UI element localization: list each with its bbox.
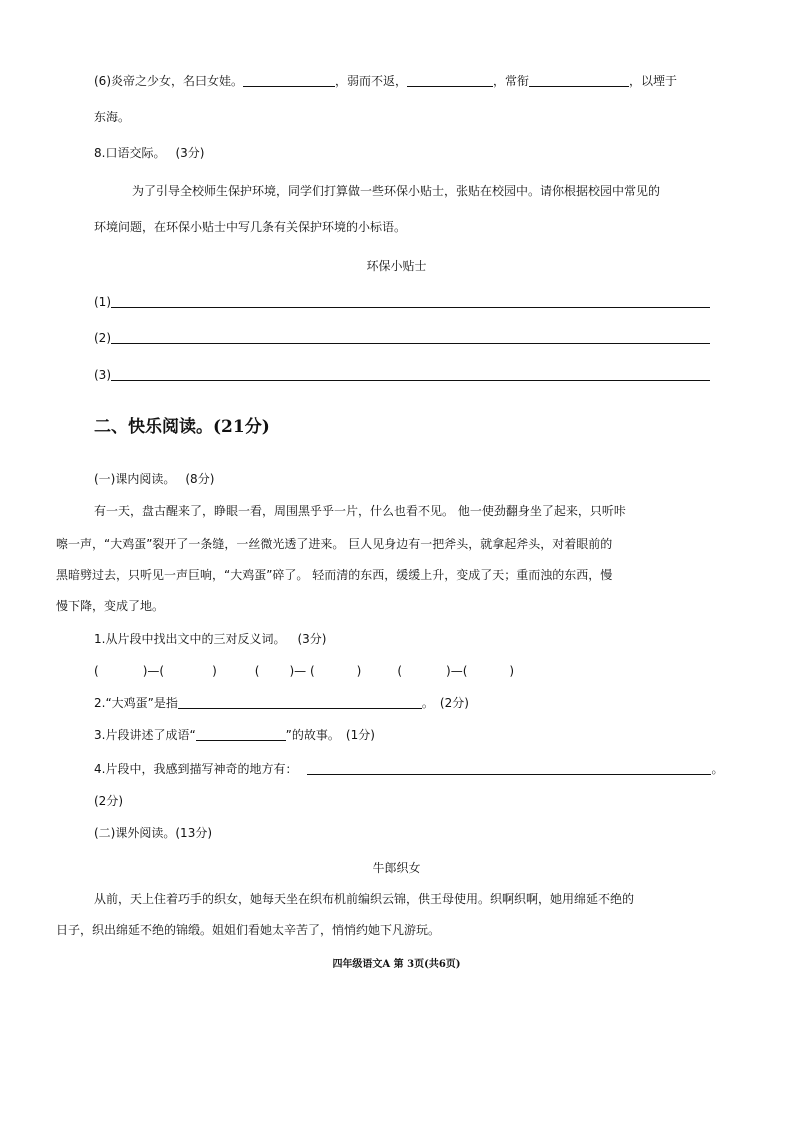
pair-dash: — xyxy=(450,664,463,678)
q8-title xyxy=(94,145,204,161)
passage-line: 有一天，盘古醒来了，睁眼一看，周围黑乎乎一片，什么也看不见。 他一使劲翻身坐了起来，只听咔 xyxy=(94,504,626,518)
tip-line xyxy=(94,330,710,346)
part2-title xyxy=(94,825,212,841)
answer-blank[interactable] xyxy=(196,728,286,741)
part1-title xyxy=(94,471,214,487)
question-text: 2.“大鸡蛋”是指 xyxy=(94,696,178,710)
q8-paragraph: 为了引导全校师生保护环境，同学们打算做一些环保小贴士，张贴在校园中。请你根据校园中常见的 xyxy=(132,184,661,198)
q8-title-text: 8.口语交际。 xyxy=(94,146,166,160)
question-4 xyxy=(94,761,723,777)
paren-open: ( xyxy=(397,664,403,678)
paren-close: ) xyxy=(509,664,515,678)
question-score: (2分) xyxy=(439,696,469,710)
passage-line: 嚓一声，“大鸡蛋”裂开了一条缝，一丝微光透了进来。 巨人见身边有一把斧头，就拿起斧头，对着眼前的 xyxy=(56,537,613,551)
pair-dash: — xyxy=(294,664,310,678)
section-heading: 二、快乐阅读。(21分) xyxy=(94,417,270,437)
paren-close: ) xyxy=(289,664,295,678)
paren-close: ) xyxy=(356,664,362,678)
story-title: 牛郎织女 xyxy=(372,861,421,875)
tip-label: (3) xyxy=(94,368,111,382)
part2-title-text: (二)课外阅读。 xyxy=(94,826,176,840)
passage-line: 日子，织出绵延不绝的锦缎。姐姐们看她太辛苦了，悄悄约她下凡游玩。 xyxy=(56,923,441,937)
passage-line: 慢下降，变成了地。 xyxy=(56,599,165,613)
answer-line[interactable] xyxy=(111,368,710,381)
q6-text: (6)炎帝之少女，名曰女娃。 xyxy=(94,74,243,88)
paren-close: ) xyxy=(142,664,148,678)
passage-line: 从前，天上住着巧手的织女，她每天坐在织布机前编织云锦，供王母使用。织啊织啊，她用绵延不绝的 xyxy=(94,892,635,906)
paren-open: ( xyxy=(254,664,260,678)
question-score: (1分) xyxy=(345,728,375,742)
question-score: (3分) xyxy=(297,632,327,646)
paren-close: ) xyxy=(446,664,451,678)
part1-score: (8分) xyxy=(185,472,215,486)
q6-separator: ，常衔 xyxy=(493,74,530,88)
pair-dash: — xyxy=(147,664,160,678)
question-4-score: (2分) xyxy=(94,794,123,808)
answer-blank[interactable] xyxy=(529,74,629,87)
question-1 xyxy=(94,631,326,647)
question-3 xyxy=(94,727,375,743)
tip-line xyxy=(94,367,710,383)
tip-label: (2) xyxy=(94,331,111,345)
answer-line[interactable] xyxy=(111,295,710,308)
part2-score: (13分) xyxy=(175,826,213,840)
answer-blank[interactable] xyxy=(307,762,711,775)
answer-blank[interactable] xyxy=(407,74,493,87)
tips-card-title: 环保小贴士 xyxy=(366,259,427,273)
passage-line: 黑暗劈过去，只听见一声巨响，“大鸡蛋”碎了。 轻而清的东西，缓缓上升，变成了天；重而浊的东西，慢 xyxy=(56,568,613,582)
question-text: 4.片段中，我感到描写神奇的地方有： xyxy=(94,762,298,776)
question-text: 1.从片段中找出文中的三对反义词。 xyxy=(94,632,286,646)
antonym-pairs xyxy=(94,663,514,679)
answer-blank[interactable] xyxy=(243,74,335,87)
q6-line2: 东海。 xyxy=(94,110,131,124)
q6-text: ，以堙于 xyxy=(629,74,678,88)
q6-separator: ，弱而不返， xyxy=(335,74,408,88)
part1-title-text: (一)课内阅读。 xyxy=(94,472,176,486)
question-text: 3.片段讲述了成语“ xyxy=(94,728,196,742)
paren-open: ( xyxy=(309,664,315,678)
paren-open: ( xyxy=(94,664,99,678)
paren-open: ( xyxy=(159,664,165,678)
q8-score: (3分) xyxy=(175,146,205,160)
question-2 xyxy=(94,695,469,711)
paren-close: ) xyxy=(212,664,217,678)
tip-line xyxy=(94,294,710,310)
q6-line xyxy=(94,73,677,89)
answer-line[interactable] xyxy=(111,331,710,344)
q8-paragraph: 环境问题，在环保小贴士中写几条有关保护环境的小标语。 xyxy=(94,220,407,234)
page-footer: 四年级语文A 第 3页(共6页) xyxy=(332,959,461,970)
question-end: ”的故事。 xyxy=(285,728,340,742)
tip-label: (1) xyxy=(94,295,111,309)
answer-blank[interactable] xyxy=(178,696,422,709)
paren-open: ( xyxy=(462,664,468,678)
question-end: 。 xyxy=(711,762,724,776)
question-end: 。 xyxy=(421,696,434,710)
